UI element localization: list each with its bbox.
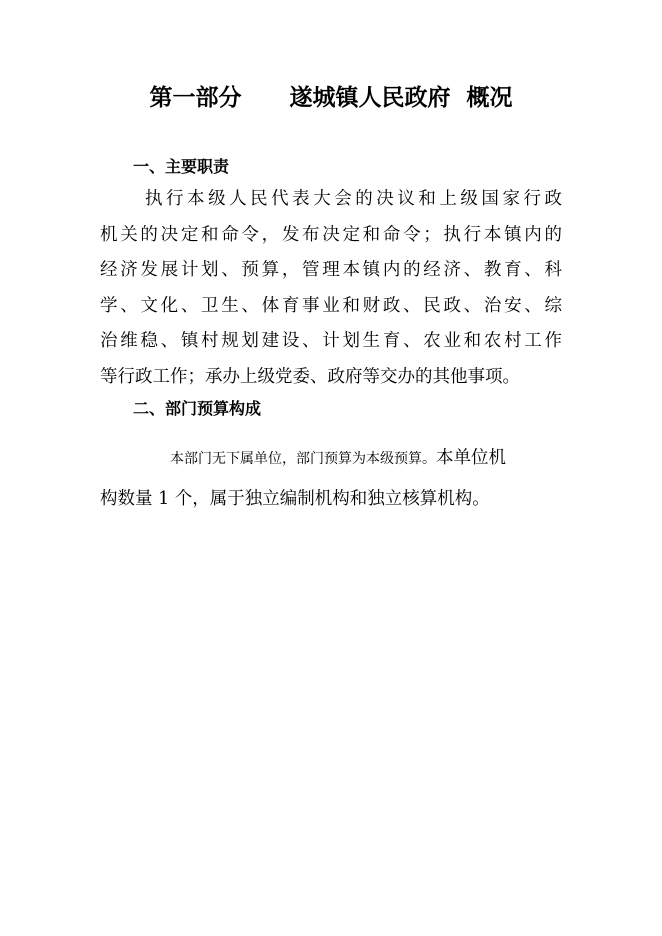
budget-line-1-large: 本单位机 <box>436 448 506 468</box>
duties-line-5: 治维稳、镇村规划建设、计划生育、农业和农村工作 <box>100 331 562 352</box>
duties-line-3: 经济发展计划、预算，管理本镇内的经济、教育、科 <box>100 260 562 281</box>
budget-line-1 <box>100 436 562 480</box>
duties-line-2: 机关的决定和命令，发布决定和命令；执行本镇内的 <box>100 224 562 245</box>
budget-line-1-small: 本部门无下属单位，部门预算为本级预算。 <box>170 451 436 467</box>
section-heading-budget: 二、部门预算构成 <box>133 399 262 418</box>
duties-line-1: 执行本级人民代表大会的决议和上级国家行政 <box>145 189 562 209</box>
page-title: 第一部分 遂城镇人民政府 概况 <box>149 85 513 111</box>
duties-line-6: 等行政工作；承办上级党委、政府等交办的其他事项。 <box>100 366 520 387</box>
budget-line-2: 构数量 1 个，属于独立编制机构和独立核算机构。 <box>100 489 490 509</box>
duties-paragraph <box>100 182 562 396</box>
section-heading-duties: 一、主要职责 <box>133 157 230 176</box>
budget-composition-paragraph <box>100 436 562 518</box>
duties-line-4: 学、文化、卫生、体育事业和财政、民政、治安、综 <box>100 295 562 316</box>
